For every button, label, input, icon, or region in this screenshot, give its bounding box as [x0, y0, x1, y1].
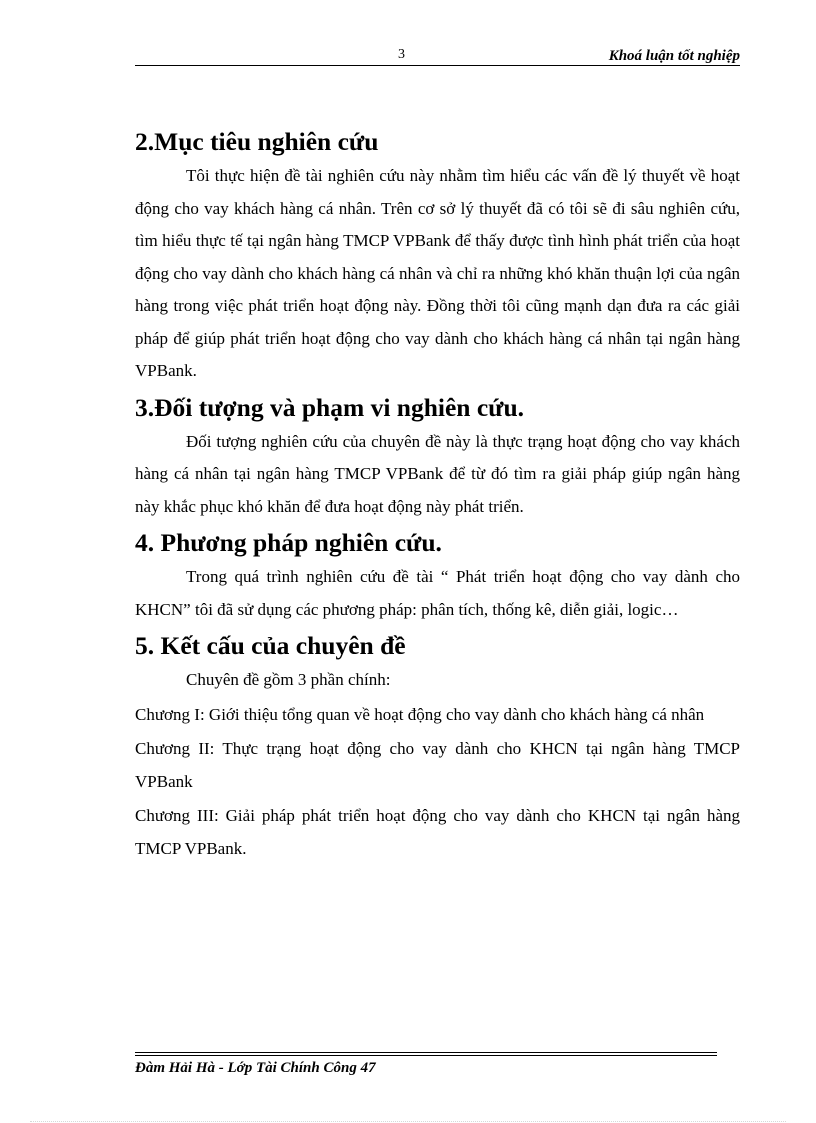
footer-rule [135, 1055, 717, 1056]
paragraph: Chuyên đề gồm 3 phần chính: [186, 670, 391, 689]
header-title: Khoá luận tốt nghiệp [608, 48, 740, 64]
page-footer [135, 1052, 717, 1077]
header-rule [135, 65, 740, 66]
page-number: 3 [398, 47, 405, 62]
paragraph: Trong quá trình nghiên cứu đề tài “ Phát triển hoạt động cho vay dành cho KHCN” tôi đã sử dụng các phương pháp: phân tích, thống kê, diễn giải, logic… [135, 567, 740, 619]
section-heading: 3.Đối tượng và phạm vi nghiên cứu. [135, 392, 525, 422]
section-heading: 2.Mục tiêu nghiên cứu [135, 127, 379, 156]
page-edge [30, 1121, 786, 1122]
section-heading: 4. Phương pháp nghiên cứu. [135, 528, 442, 557]
chapter-item: Chương III: Giải pháp phát triển hoạt động cho vay dành cho KHCN tại ngân hàng TMCP VPBank. [135, 806, 740, 858]
footer-author: Đàm Hải Hà - Lớp Tài Chính Công 47 [135, 1060, 376, 1076]
paragraph: Tôi thực hiện đề tài nghiên cứu này nhằm tìm hiểu các vấn đề lý thuyết về hoạt động cho vay khách hàng cá nhân. Trên cơ sở lý thuyết đã có tôi sẽ đi sâu nghiên cứu, tìm hiểu thực tế tại ngân hàng TMCP VPBank để thấy được tình hình phát triển của hoạt động cho vay dành cho khách hàng cá nhân và chỉ ra những khó khăn thuận lợi của ngân hàng trong việc phát triển hoạt động này. Đồng thời tôi cũng mạnh dạn đưa ra các giải pháp để giúp phát triển hoạt động cho vay dành cho khách hàng cá nhân tại ngân hàng VPBank. [135, 166, 740, 380]
paragraph: Đối tượng nghiên cứu của chuyên đề này là thực trạng hoạt động cho vay khách hàng cá nhân tại ngân hàng TMCP VPBank để từ đó tìm ra giải pháp giúp ngân hàng này khắc phục khó khăn để đưa hoạt động này phát triển. [135, 431, 740, 516]
page-header [135, 44, 740, 68]
document-body [135, 124, 740, 865]
footer-rule [135, 1052, 717, 1053]
chapter-item: Chương I: Giới thiệu tổng quan về hoạt động cho vay dành cho khách hàng cá nhân [135, 704, 705, 724]
chapter-item: Chương II: Thực trạng hoạt động cho vay dành cho KHCN tại ngân hàng TMCP VPBank [135, 739, 740, 791]
section-heading: 5. Kết cấu của chuyên đề [135, 631, 406, 660]
